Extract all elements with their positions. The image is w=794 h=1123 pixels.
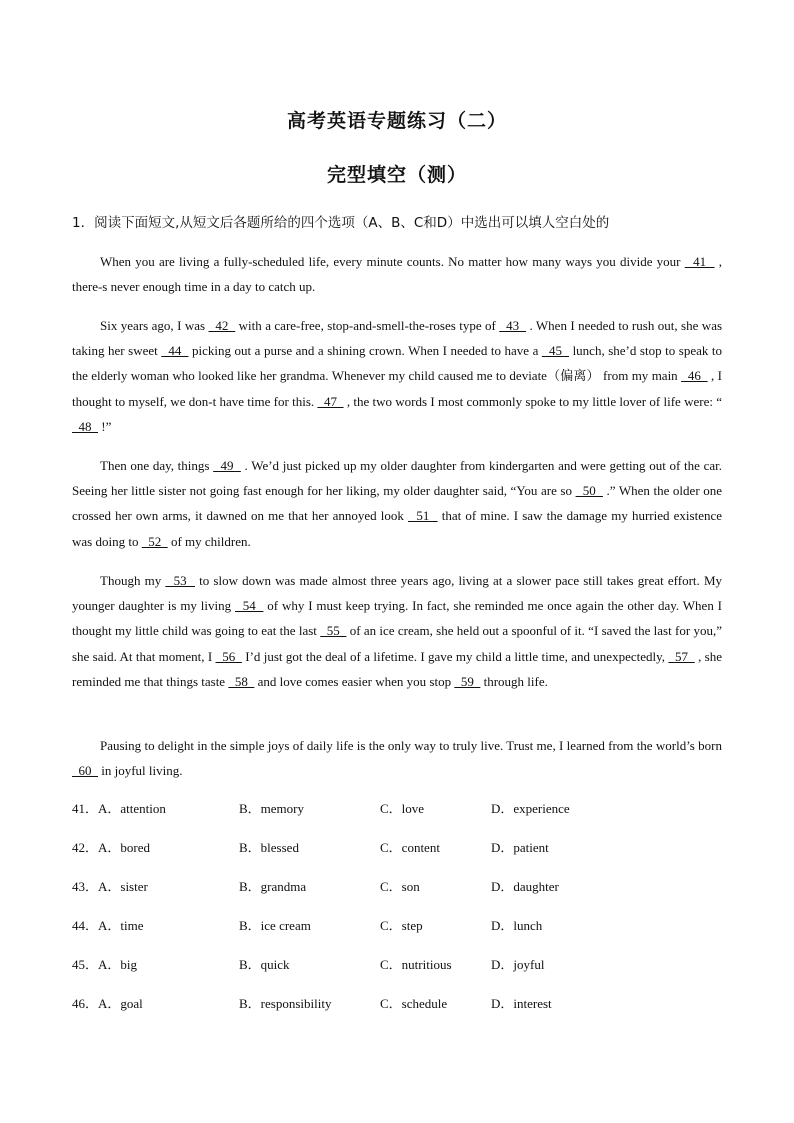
- question-row: [72, 798, 722, 818]
- passage-text: . When I needed to rush out, she was taking her sweet: [72, 318, 723, 359]
- passage-text: Six years ago, I was: [100, 318, 209, 333]
- question-row: [72, 954, 722, 974]
- blank-43: 43: [499, 318, 527, 333]
- passage-text: , she reminded me that things taste: [72, 648, 722, 689]
- question-row: [72, 993, 722, 1013]
- question-option-a: 41．A．attention: [72, 801, 166, 816]
- question-option-b: B．ice cream: [239, 917, 311, 933]
- question-option-b: B．grandma: [239, 878, 307, 894]
- passage-paragraph: [72, 568, 722, 694]
- question-row: [72, 837, 722, 857]
- question-option-a: 46．A．goal: [72, 995, 143, 1011]
- passage-paragraph: [72, 249, 722, 299]
- question-row: [72, 915, 722, 935]
- page-subtitle: 完型填空（测）: [326, 164, 467, 186]
- passage-text: lunch, she’d stop to speak to the elderly woman who looked like her grandma. Whenever my child caused me to deviate（偏离） from my main: [72, 343, 723, 384]
- blank-56: 56: [215, 648, 242, 664]
- question-option-c: C．step: [380, 917, 423, 933]
- question-option-d: D．interest: [491, 995, 552, 1011]
- question-option-d: D．joyful: [491, 956, 545, 972]
- passage-text: .” When the older one crossed her own arms, it dawned on me that her annoyed look: [72, 483, 722, 524]
- question-option-c: C．love: [380, 801, 425, 816]
- passage-text: Though my: [100, 573, 166, 588]
- blank-45: 45: [541, 343, 570, 359]
- question-option-a: 44．A．time: [72, 917, 144, 933]
- question-option-b: B．responsibility: [239, 995, 332, 1011]
- blank-46: 46: [681, 368, 708, 384]
- blank-58: 58: [228, 673, 255, 689]
- question-option-d: D．patient: [491, 839, 549, 855]
- question-option-c: C．nutritious: [380, 956, 452, 972]
- blank-50: 50: [575, 483, 603, 499]
- question-option-d: D．lunch: [491, 917, 543, 933]
- passage-text: in joyful living.: [98, 763, 183, 779]
- page-title: 高考英语专题练习（二）: [286, 110, 507, 132]
- passage-text: . We’d just picked up my older daughter from kindergarten and were getting out of the car. Seeing her little sister not going fast enough for her liking, my older daughter said, “You are so: [72, 458, 722, 499]
- question-option-c: C．content: [380, 839, 440, 855]
- passage-text: When you are living a fully-scheduled life, every minute counts. No matter how many ways you divide your: [100, 254, 685, 269]
- blank-54: 54: [235, 598, 264, 614]
- instruction: 1．阅读下面短文,从短文后各题所给的四个选项（A、B、C和D）中选出可以填人空白处的: [72, 215, 610, 231]
- blank-47: 47: [317, 393, 344, 409]
- blank-49: 49: [213, 458, 241, 473]
- passage-text: , there-s never enough time in a day to catch up.: [72, 254, 723, 295]
- passage-text: I’d just got the deal of a lifetime. I gave my child a little time, and unexpectedly,: [241, 648, 669, 664]
- passage-text: that of mine. I saw the damage my hurried existence was doing to: [72, 508, 723, 549]
- blank-41: 41: [684, 254, 715, 269]
- question-option-d: D．experience: [491, 801, 570, 816]
- passage-text: Then one day, things: [100, 458, 214, 473]
- blank-59: 59: [454, 673, 481, 689]
- passage-text: of why I must keep trying. In fact, she reminded me once again the other day. When I thought my little child was going to eat the last: [72, 598, 723, 639]
- blank-51: 51: [408, 508, 438, 524]
- blank-53: 53: [165, 573, 195, 588]
- question-option-d: D．daughter: [491, 878, 559, 894]
- blank-60: 60: [72, 763, 98, 779]
- passage-paragraph: [72, 313, 722, 439]
- passage-text: to slow down was made almost three years ago, living at a slower pace still takes great effort. My younger daughter is my living: [72, 573, 723, 614]
- question-option-b: B．quick: [239, 956, 290, 972]
- question-option-a: 43．A．sister: [72, 878, 148, 894]
- question-option-a: 42．A．bored: [72, 839, 150, 855]
- passage-paragraph: [72, 733, 722, 783]
- blank-55: 55: [320, 623, 347, 639]
- question-option-a: 45．A．big: [72, 956, 138, 972]
- blank-52: 52: [141, 533, 168, 549]
- question-row: [72, 876, 722, 896]
- blank-48: 48: [72, 418, 98, 434]
- question-option-c: C．son: [380, 878, 420, 894]
- passage-text: through life.: [480, 673, 548, 689]
- blank-44: 44: [161, 343, 189, 359]
- question-option-b: B．memory: [239, 801, 304, 816]
- passage-text: , I thought to myself, we don-t have time for this.: [72, 368, 722, 409]
- passage-text: with a care-free, stop-and-smell-the-roses type of: [235, 318, 500, 333]
- passage-text: of my children.: [167, 533, 251, 549]
- passage-text: picking out a purse and a shining crown. When I needed to have a: [188, 343, 542, 359]
- passage-text: of an ice cream, she held out a spoonful of it. “I saved the last for you,” she said. At that moment, I: [72, 623, 723, 664]
- passage-paragraph: [72, 453, 722, 554]
- blank-42: 42: [208, 318, 236, 333]
- passage-text: and love comes easier when you stop: [254, 673, 455, 689]
- passage-text: !”: [98, 418, 112, 434]
- blank-57: 57: [668, 648, 695, 664]
- passage-text: Pausing to delight in the simple joys of daily life is the only way to truly live. Trust me, I learned from the world’s born: [100, 738, 722, 753]
- question-option-b: B．blessed: [239, 839, 299, 855]
- question-option-c: C．schedule: [380, 995, 448, 1011]
- passage-text: , the two words I most commonly spoke to my little lover of life were: “: [343, 393, 723, 409]
